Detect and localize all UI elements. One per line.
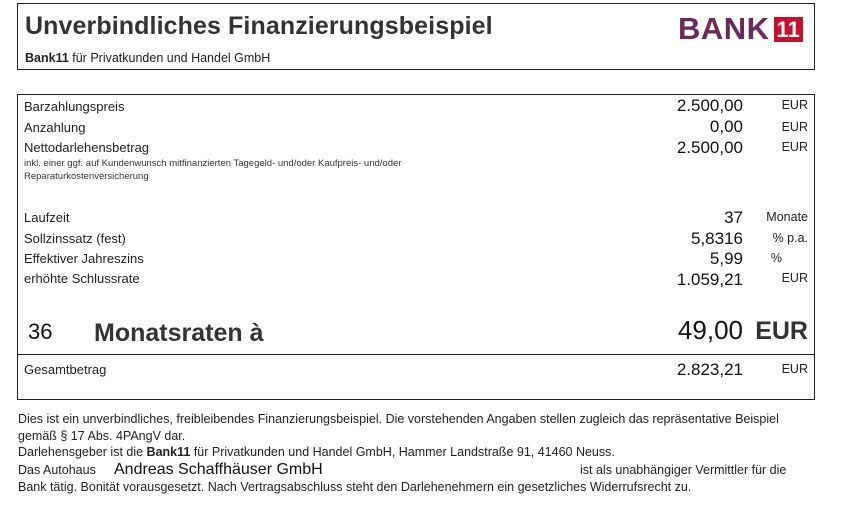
header-box: [17, 3, 815, 70]
label-anzahlung: Anzahlung: [24, 120, 86, 135]
footer-dealer-prefix: Das Autohaus: [18, 463, 96, 477]
bank11-logo: [678, 13, 803, 45]
value-effektiver-jahreszins: 5,99: [709, 249, 743, 268]
value-nettodarlehensbetrag: 2.500,00: [676, 138, 743, 157]
insurance-note: inkl. einer ggf. auf Kundenwunsch mitfinanzierten Tagegeld- und/oder Kaufpreis- und/oder Reparaturkostenversicherung: [24, 158, 402, 182]
monthly-label: Monatsraten à: [94, 319, 264, 347]
total-divider: [18, 354, 814, 355]
unit-sollzinssatz: % p.a.: [772, 231, 808, 245]
value-sollzinssatz: 5,8316: [691, 229, 743, 248]
footer-disclaimer: Dies ist ein unverbindliches, freibleibendes Finanzierungsbeispiel. Die vorstehenden Angaben stellen zugleich das repräsentative Beispiel gemäß § 17 Abs. 4PAngV dar.: [18, 412, 779, 443]
footer-legal: Bank tätig. Bonität vorausgesetzt. Nach Vertragsabschluss steht den Darlehenehmern ein gesetzliches Widerrufsrecht zu.: [18, 480, 692, 494]
monthly-value: 49,00: [677, 315, 743, 345]
value-schlussrate: 1.059,21: [676, 270, 743, 289]
unit-effektiver-jahreszins: %: [770, 251, 782, 265]
page-title: Unverbindliches Finanzierungsbeispiel: [25, 12, 493, 40]
logo-number: 11: [774, 17, 803, 42]
lender-subtitle: [25, 51, 270, 65]
label-nettodarlehensbetrag: Nettodarlehensbetrag: [24, 140, 150, 155]
value-gesamtbetrag: 2.823,21: [676, 360, 743, 379]
monthly-unit: EUR: [755, 317, 808, 345]
value-laufzeit: 37: [724, 208, 743, 227]
footer-lender-suffix: für Privatkunden und Handel GmbH, Hammer Landstraße 91, 41460 Neuss.: [190, 445, 615, 459]
unit-gesamtbetrag: EUR: [781, 362, 808, 376]
value-barzahlungspreis: 2.500,00: [676, 96, 743, 115]
lender-name-rest: für Privatkunden und Handel GmbH: [68, 51, 271, 65]
label-sollzinssatz: Sollzinssatz (fest): [24, 231, 126, 246]
footer-dealer-suffix: ist als unabhängiger Vermittler für die: [580, 463, 787, 477]
logo-word: BANK: [678, 11, 770, 46]
label-effektiver-jahreszins: Effektiver Jahreszins: [24, 251, 144, 266]
unit-laufzeit: Monate: [766, 210, 808, 224]
label-laufzeit: Laufzeit: [24, 210, 70, 225]
unit-nettodarlehensbetrag: EUR: [781, 140, 808, 154]
value-anzahlung: 0,00: [709, 117, 743, 136]
footer-lender-prefix: Darlehensgeber ist die: [18, 445, 147, 459]
financing-table: [17, 94, 815, 400]
footer-lender-info: [18, 444, 818, 461]
dealer-name: Andreas Schaffhäuser GmbH: [114, 461, 323, 478]
unit-barzahlungspreis: EUR: [781, 98, 808, 112]
unit-schlussrate: EUR: [781, 271, 808, 285]
label-barzahlungspreis: Barzahlungspreis: [24, 99, 125, 114]
monthly-count: 36: [28, 319, 53, 344]
lender-name: Bank11: [25, 51, 69, 65]
footer-lender-bold: Bank11: [146, 445, 191, 459]
label-gesamtbetrag: Gesamtbetrag: [24, 362, 107, 377]
unit-anzahlung: EUR: [781, 120, 808, 134]
label-schlussrate: erhöhte Schlussrate: [24, 271, 140, 286]
